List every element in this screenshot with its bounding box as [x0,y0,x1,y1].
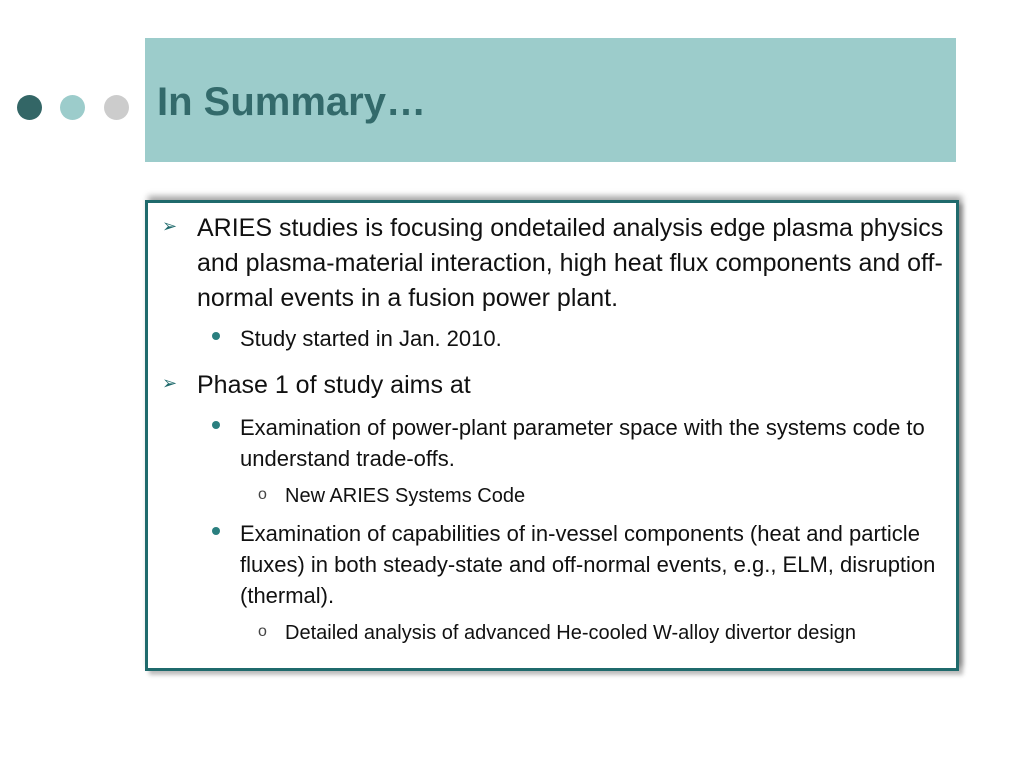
bullet-text: Phase 1 of study aims at [197,371,471,399]
sub-sub-bullet-text: New ARIES Systems Code [285,485,526,507]
sub-bullet-text: Examination of power-plant parameter space with the systems code to understand trade-offs. [240,415,925,471]
bullet-aries-studies [162,211,952,316]
sub-sub-bullet-text: Detailed analysis of advanced He-cooled W-alloy divertor design [285,622,857,644]
round-bullet-icon [212,332,220,340]
bullet-text: ARIES studies is focusing ondetailed analysis edge plasma physics and plasma-material interaction, high heat flux components and off-normal events in a fusion power plant. [197,214,944,312]
sub-bullet-parameter-space [212,412,952,474]
round-bullet-icon [212,527,220,535]
sub-bullet-study-started [212,323,952,354]
circle-bullet-icon: o [258,486,267,503]
sub-bullet-in-vessel [212,518,952,611]
decorative-dot-teal [60,95,85,120]
bullet-phase-1 [162,368,952,403]
decorative-dot-gray [104,95,129,120]
sub-bullet-text: Study started in Jan. 2010. [240,326,502,351]
round-bullet-icon [212,421,220,429]
decorative-dot-dark [17,95,42,120]
content-box [145,200,959,671]
arrow-bullet-icon: ➢ [162,216,178,236]
sub-sub-bullet-systems-code [258,483,952,509]
circle-bullet-icon: o [258,623,267,640]
arrow-bullet-icon: ➢ [162,373,178,393]
sub-bullet-text: Examination of capabilities of in-vessel components (heat and particle fluxes) in both steady-state and off-normal events, e.g., ELM, disruption (thermal). [240,521,936,608]
slide-title: In Summary… [157,80,426,124]
title-bar [145,38,956,162]
sub-sub-bullet-divertor [258,620,952,646]
